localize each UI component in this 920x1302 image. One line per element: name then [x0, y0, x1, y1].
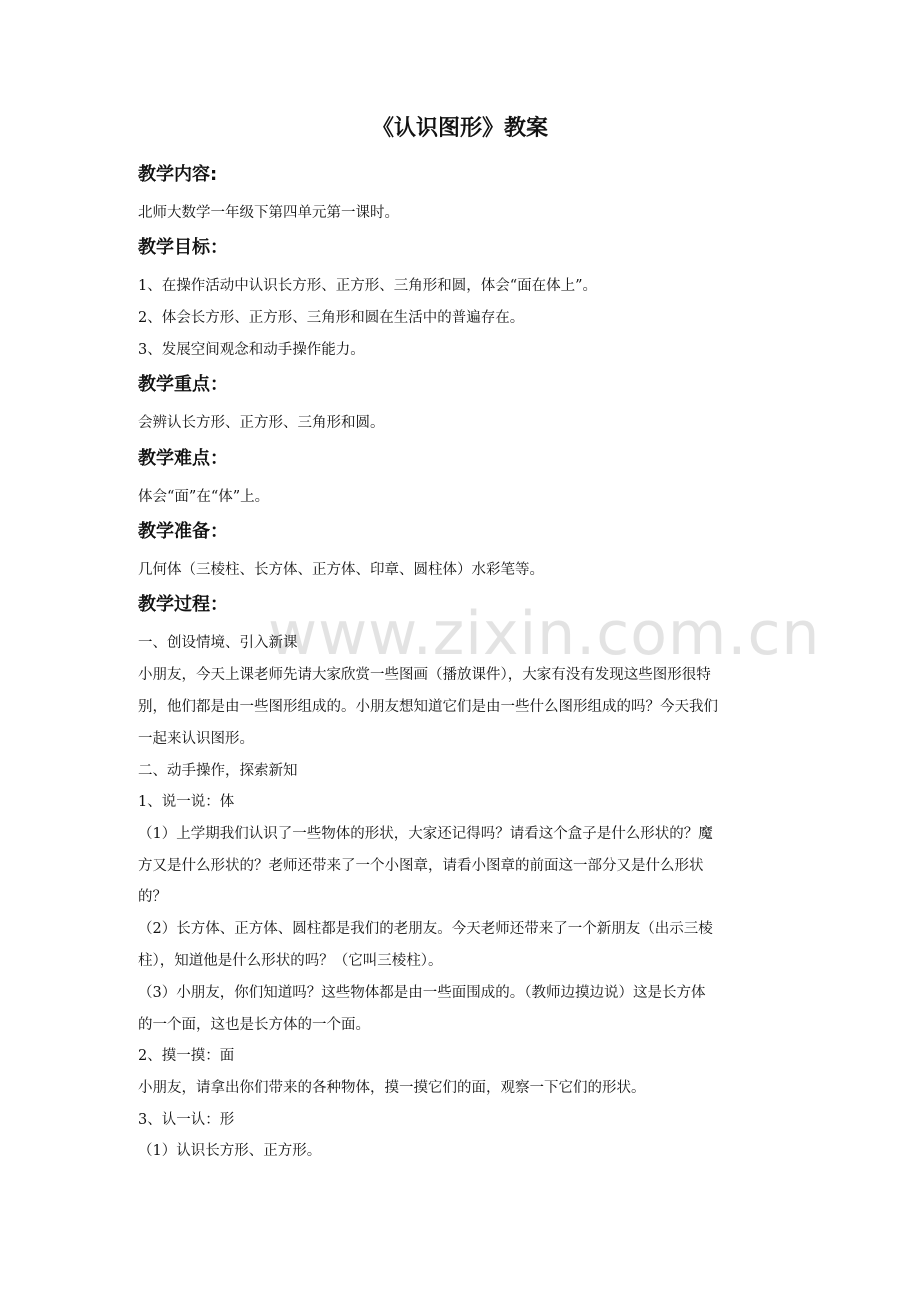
process-line: 别，他们都是由一些图形组成的。小朋友想知道它们是由一些什么图形组成的吗？今天我们: [138, 699, 718, 715]
key-points-text: 会辨认长方形、正方形、三角形和圆。: [138, 415, 385, 431]
goal-item-2: 2、体会长方形、正方形、三角形和圆在生活中的普遍存在。: [138, 310, 525, 326]
process-line: 2、摸一摸：面: [138, 1048, 235, 1064]
process-line: （1）认识长方形、正方形。: [138, 1143, 322, 1159]
preparation-text: 几何体（三棱柱、长方体、正方体、印章、圆柱体）水彩笔等。: [138, 562, 544, 578]
process-line: 的一个面，这也是长方体的一个面。: [138, 1017, 370, 1033]
watermark: www.zixin.com.cn: [268, 599, 821, 669]
process-line: 二、动手操作，探索新知: [138, 763, 298, 779]
document-title: 《认识图形》教案: [371, 116, 548, 141]
teaching-content-text: 北师大数学一年级下第四单元第一课时。: [138, 205, 399, 221]
heading-teaching-goals: 教学目标：: [138, 237, 228, 258]
heading-teaching-content: 教学内容:: [138, 164, 218, 185]
process-line: 一、创设情境、引入新课: [138, 635, 298, 651]
difficulty-text: 体会“面”在“体”上。: [138, 489, 270, 505]
process-line: 柱），知道他是什么形状的吗？（它叫三棱柱）。: [138, 953, 443, 969]
heading-difficulty: 教学难点：: [138, 448, 228, 469]
process-line: 小朋友，今天上课老师先请大家欣赏一些图画（播放课件），大家有没有发现这些图形很特: [138, 667, 711, 683]
heading-preparation: 教学准备：: [138, 521, 228, 542]
process-line: 方又是什么形状的？老师还带来了一个小图章，请看小图章的前面这一部分又是什么形状: [138, 858, 704, 874]
process-line: （1）上学期我们认识了一些物体的形状，大家还记得吗？请看这个盒子是什么形状的？魔: [138, 826, 713, 842]
heading-process: 教学过程：: [138, 594, 228, 615]
process-line: 的？: [138, 889, 167, 905]
process-line: 3、认一认：形: [138, 1112, 235, 1128]
goal-item-3: 3、发展空间观念和动手操作能力。: [138, 342, 365, 358]
process-line: 一起来认识图形。: [138, 731, 254, 747]
process-line: 小朋友，请拿出你们带来的各种物体，摸一摸它们的面，观察一下它们的形状。: [138, 1080, 646, 1096]
process-line: （2）长方体、正方体、圆柱都是我们的老朋友。今天老师还带来了一个新朋友（出示三棱: [138, 921, 713, 937]
process-line: 1、说一说：体: [138, 794, 235, 810]
process-line: （3）小朋友，你们知道吗？这些物体都是由一些面围成的。（教师边摸边说）这是长方体: [138, 985, 706, 1001]
goal-item-1: 1、在操作活动中认识长方形、正方形、三角形和圆，体会“面在体上”。: [138, 278, 598, 294]
heading-key-points: 教学重点：: [138, 374, 228, 395]
